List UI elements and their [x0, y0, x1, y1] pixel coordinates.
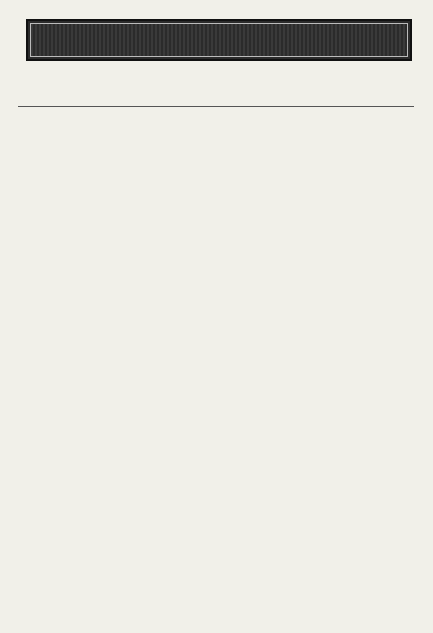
table-frame: [18, 106, 414, 599]
masthead-banner: [26, 19, 412, 61]
